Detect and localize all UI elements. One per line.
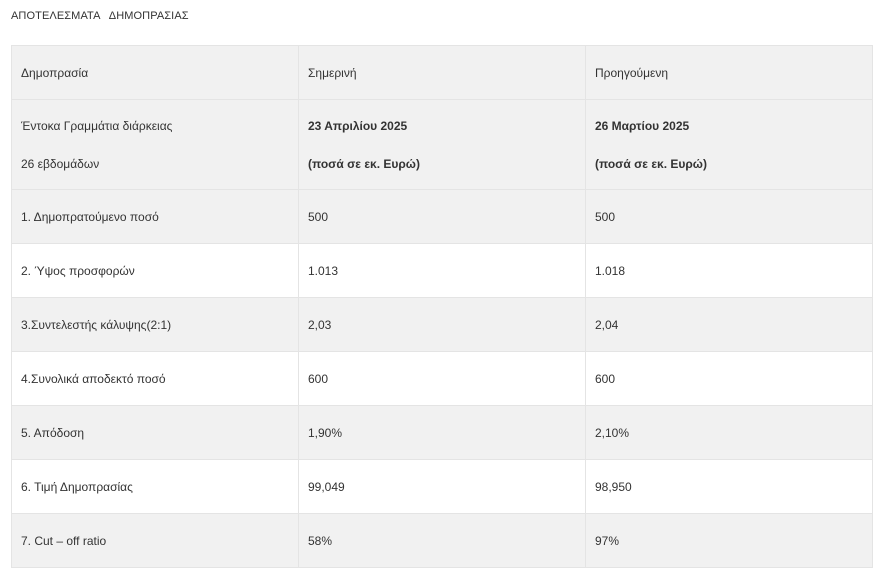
row-label: 2. Ύψος προσφορών — [12, 244, 299, 298]
info-previous-unit: (ποσά σε εκ. Ευρώ) — [595, 156, 707, 171]
table-row — [12, 190, 873, 244]
row-label: 1. Δημοπρατούμενο ποσό — [12, 190, 299, 244]
row-previous: 97% — [586, 514, 873, 568]
row-previous: 2,10% — [586, 406, 873, 460]
row-current: 1,90% — [299, 406, 586, 460]
row-label: 3.Συντελεστής κάλυψης(2:1) — [12, 298, 299, 352]
info-label-cell — [12, 100, 299, 190]
table-info-row — [12, 100, 873, 190]
table-row — [12, 244, 873, 298]
row-label: 7. Cut – off ratio — [12, 514, 299, 568]
row-label: 4.Συνολικά αποδεκτό ποσό — [12, 352, 299, 406]
info-current-date: 23 Απριλίου 2025 — [308, 118, 408, 133]
row-current: 58% — [299, 514, 586, 568]
table-header-row — [12, 46, 873, 100]
row-label: 5. Απόδοση — [12, 406, 299, 460]
row-current: 1.013 — [299, 244, 586, 298]
row-previous: 1.018 — [586, 244, 873, 298]
row-current: 2,03 — [299, 298, 586, 352]
header-auction: Δημοπρασία — [12, 46, 299, 100]
table-row — [12, 298, 873, 352]
table-row — [12, 514, 873, 568]
info-label-line1: Έντοκα Γραμμάτια διάρκειας — [21, 118, 173, 133]
row-current: 500 — [299, 190, 586, 244]
info-previous-date: 26 Μαρτίου 2025 — [595, 118, 690, 133]
info-current-cell — [299, 100, 586, 190]
table-row — [12, 406, 873, 460]
row-previous: 2,04 — [586, 298, 873, 352]
header-current: Σημερινή — [299, 46, 586, 100]
row-current: 99,049 — [299, 460, 586, 514]
table-row — [12, 460, 873, 514]
info-current-unit: (ποσά σε εκ. Ευρώ) — [308, 156, 420, 171]
page-title: ΑΠΟΤΕΛΕΣΜΑΤΑ ΔΗΜΟΠΡΑΣΙΑΣ — [11, 10, 189, 22]
row-previous: 500 — [586, 190, 873, 244]
info-previous-cell — [586, 100, 873, 190]
row-current: 600 — [299, 352, 586, 406]
info-label-line2: 26 εβδομάδων — [21, 156, 100, 171]
auction-results-table — [11, 45, 873, 568]
row-previous: 600 — [586, 352, 873, 406]
row-label: 6. Τιμή Δημοπρασίας — [12, 460, 299, 514]
row-previous: 98,950 — [586, 460, 873, 514]
header-previous: Προηγούμενη — [586, 46, 873, 100]
table-row — [12, 352, 873, 406]
